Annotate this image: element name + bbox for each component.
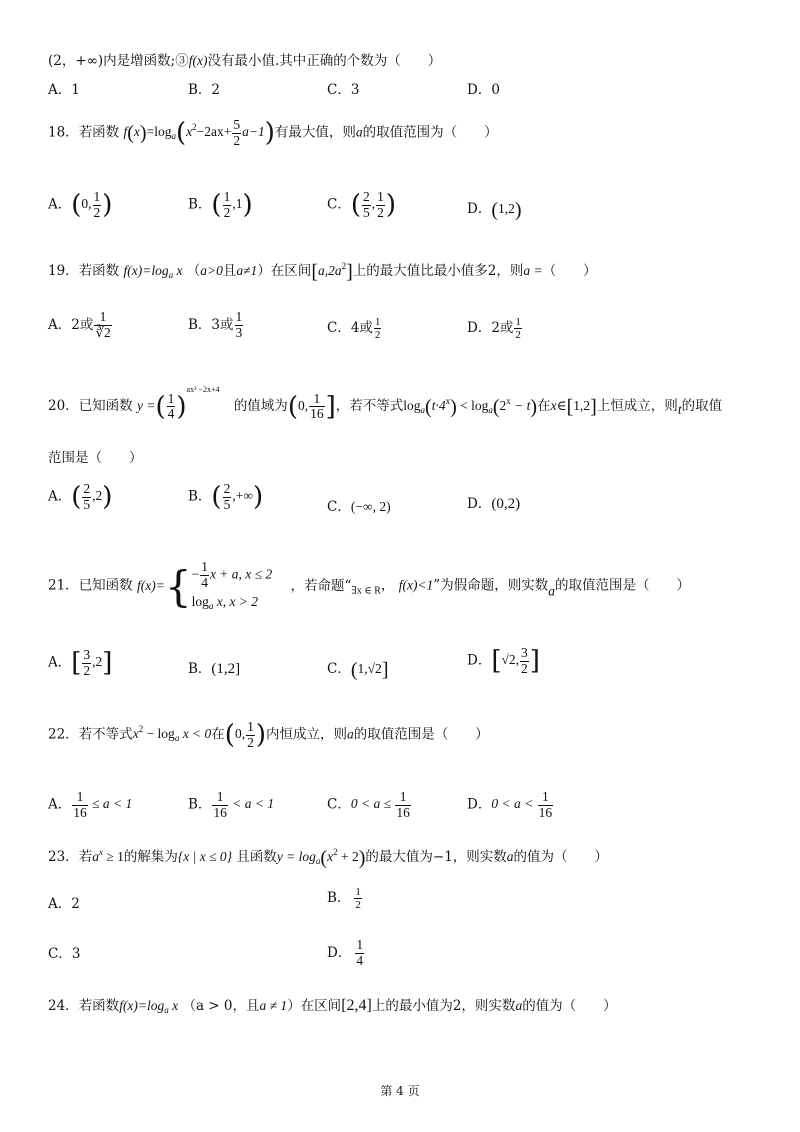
q24-func: f(x)=log [119, 998, 165, 1013]
q23-number: 23． [48, 849, 79, 866]
q19-cond: a>0 [200, 263, 223, 279]
q21-d-label: D． [467, 652, 492, 669]
q18-frac [232, 118, 241, 149]
q17-option-a: A．1 [48, 82, 80, 98]
q19-number: 19． [48, 263, 79, 280]
q17-text-1: (2，+∞)内是增函数;③ [48, 53, 189, 69]
q23-x: x [327, 849, 334, 865]
q21-text-3: ”为假命题，则实数 [433, 577, 549, 594]
q22-c-label: C． [327, 796, 351, 813]
q22-x: x [132, 726, 139, 742]
q22-number: 22． [48, 726, 79, 743]
q22-d-fd: 16 [538, 804, 553, 820]
q19-text-1: 若函数 [78, 263, 120, 280]
q18-var: a [355, 124, 363, 140]
q23-b-label: B． [327, 890, 351, 907]
q20-option-b: B．( $\frac{2}{5}$ ,+∞) [188, 481, 264, 513]
q23-set: {x | x ≤ 0} [177, 849, 233, 865]
q24-x: x [168, 998, 179, 1013]
q23-d-fn: 1 [356, 937, 364, 952]
q19-base: a [168, 270, 174, 281]
q18-d-label: D． [467, 201, 492, 218]
q21-number: 21． [48, 577, 79, 594]
q23-stem: 23．若$a^x \ge 1$的解集为{x | x ≤ 0} 且函数$y = \log_a(x^2 + 2)$的最大值为−1，则实数a的值为（ ） [48, 847, 609, 869]
q21-case1-fn: 1 [201, 559, 208, 574]
q24-interval: [2,4] [341, 997, 372, 1014]
q21-d-fd: 2 [521, 660, 528, 676]
q22-b-label: B． [188, 796, 212, 813]
q21-avar: a [548, 583, 555, 599]
q21-cases [192, 560, 273, 613]
q20-y: y = [136, 398, 156, 413]
q20-a-fd: 5 [83, 496, 91, 512]
q22-base: a [174, 733, 180, 744]
q21-a-fn: 3 [83, 647, 91, 662]
q19-d-fd: 2 [515, 329, 521, 342]
q17-fx: f(x) [188, 53, 208, 68]
q21-case2-base: a [208, 600, 214, 611]
q19-option-c [327, 316, 382, 341]
q20-r1: 0, [297, 398, 309, 413]
q18-d-expr: 1,2 [498, 201, 515, 217]
q17-text-2: 没有最小值.其中正确的个数为（ ） [207, 53, 442, 69]
q17-option-d: D．0 [467, 82, 500, 98]
q22-option-b [188, 790, 274, 821]
q20-log1: log [403, 398, 421, 413]
q19-c-fd: 2 [374, 329, 381, 342]
q20-text-1: 已知函数 [78, 398, 133, 414]
q23-sq: 2 [333, 847, 338, 858]
q20-tvar: t [677, 402, 682, 417]
q22-c-fn: 1 [395, 790, 411, 806]
q22-text-4: 的取值范围是（ ） [353, 726, 489, 743]
q18-b-text: ,1 [232, 196, 243, 212]
q22-id: 2 [247, 734, 254, 750]
q19-and: 且 [222, 263, 237, 280]
q22-log: − log [143, 726, 175, 742]
q20-rd: 16 [310, 406, 324, 422]
q24-text-3: 上的最小值为2，则实数 [371, 998, 516, 1014]
q23-text-5: 的值为（ ） [513, 849, 609, 866]
q21-exists: ∃x ∈ R [351, 585, 381, 597]
q20-rn: 1 [309, 392, 325, 408]
q21-option-c: C．(1,√2] [327, 659, 389, 681]
q21-option-a: A．[ $\frac{3}{2}$ ,2] [48, 647, 113, 679]
q21-case2-log: log [191, 593, 209, 609]
q23-base: a [315, 856, 321, 867]
q18-b-label: B． [188, 196, 212, 213]
q22-c-a: 0 < a ≤ [350, 796, 395, 812]
q22-a-fn: 1 [72, 790, 88, 806]
q19-a-eq: a = [523, 263, 543, 279]
q20-t4: t·4 [431, 398, 446, 413]
q20-text-6: 的取值 [681, 398, 723, 414]
q21-option-b [188, 662, 240, 677]
q24-text-1: 若函数 [78, 998, 120, 1014]
q19-b-fn: 1 [235, 309, 243, 324]
q24-number: 24． [48, 998, 79, 1014]
q23-option-b [327, 886, 363, 911]
q21-d-a: √2, [501, 652, 520, 668]
q20-text-2: 的值域为 [233, 398, 288, 414]
q22-a-label: A． [48, 796, 72, 813]
q19-a-fd: ∛2 [95, 324, 111, 340]
q22-stem: 22．若不等式$x^2 - \log_a x < 0$在(0, $\frac{1}{2}$ )内恒成立，则a的取值范围是（ ） [48, 719, 489, 751]
q23-avar: a [506, 849, 514, 865]
q24-stem [48, 998, 617, 1015]
q19-b-fd: 3 [235, 324, 243, 340]
q18-b-fn: 1 [223, 189, 231, 204]
q22-option-d [467, 790, 554, 821]
q18-c-f1n: 2 [363, 189, 370, 204]
q18-x: x [133, 124, 140, 140]
q20-fn: 1 [167, 390, 175, 406]
q20-b-fd: 5 [223, 496, 231, 512]
q21-a-label: A． [48, 654, 72, 671]
q21-c-label: C． [327, 661, 351, 678]
q20-c-label: C． [327, 499, 351, 515]
q18-option-b: B．( $\frac{1}{2}$ ,1) [188, 189, 253, 221]
q18-a-fn: 1 [93, 189, 101, 204]
q18-eq: =log [146, 124, 172, 140]
q20-xin: x∈ [550, 398, 567, 413]
q18-a-text: 0, [81, 196, 92, 212]
q20-sup1: x [445, 396, 451, 406]
q19-d-fn: 1 [515, 316, 521, 328]
q23-d-fd: 4 [356, 952, 364, 968]
q20-two: 2 [499, 398, 507, 413]
q19-option-d [467, 316, 523, 341]
q20-fd: 4 [167, 406, 175, 422]
q19-text-3: 上的最大值比最小值多2，则 [352, 263, 524, 280]
q22-option-c [327, 790, 412, 821]
q18-x2: x [186, 124, 193, 140]
q19-cond2: a≠1 [236, 263, 258, 279]
q23-b-fn: 1 [355, 886, 361, 898]
q19-text-5: （ ） [542, 263, 597, 280]
q17-option-c: C．3 [327, 82, 360, 98]
q20-text-3: ，若不等式 [335, 398, 404, 414]
q19-isq: 2 [341, 261, 347, 272]
q18-minus2ax: −2ax+ [196, 124, 232, 140]
q19-a-label: A．2或 [48, 316, 94, 333]
q18-c-label: C． [327, 196, 351, 213]
q22-d-a: 0 < a < [491, 796, 537, 812]
q20-option-a: A．( $\frac{2}{5}$ ,2) [48, 481, 113, 513]
q18-c-f2n: 1 [377, 189, 384, 204]
q18-option-d: D．(1,2) [467, 199, 522, 221]
q21-text-1: 已知函数 [78, 577, 133, 594]
q18-option-c: C．( $\frac{2}{5}$ , $\frac{1}{2}$ ) [327, 189, 397, 221]
q22-avar: a [346, 726, 354, 742]
q20-minus-t: − t [510, 398, 531, 413]
q24-cond: （a > 0，且 [182, 998, 260, 1014]
q18-text-2: 有最大值，则 [274, 124, 356, 141]
q22-a-fd: 16 [73, 804, 87, 820]
q24-base: a [164, 1005, 169, 1015]
q21-fx: f(x)= [136, 577, 165, 593]
q18-c-f2d: 2 [377, 204, 384, 220]
q19-func: f(x)=log [123, 263, 169, 279]
q20-stem-line2: 范围是（ ） [48, 450, 143, 466]
q21-c-a: 1,√2 [357, 661, 382, 677]
q21-d-fn: 3 [521, 645, 528, 660]
q24-text-4: 的值为（ ） [522, 998, 617, 1014]
q19-option-b [188, 310, 244, 341]
q20-a-b: ,2 [92, 488, 103, 504]
q23-text-4: 的最大值为−1，则实数 [365, 849, 507, 866]
q17-continuation [48, 54, 441, 69]
q20-sup2: x [506, 396, 511, 406]
q20-d-label: D． [467, 496, 492, 512]
q20-d-expr: (0,2) [491, 496, 521, 512]
q23-d-label: D． [327, 944, 352, 961]
q20-number: 20． [48, 398, 79, 414]
q18-sq: 2 [192, 122, 197, 133]
q20-option-d [467, 497, 520, 512]
q22-a-b: ≤ a < 1 [88, 796, 133, 812]
q23-func: y = log [276, 849, 316, 865]
q20-b-fn: 2 [223, 481, 231, 496]
q23-text-1: 若 [78, 849, 93, 866]
q22-tail: x < 0 [179, 726, 212, 742]
q19-d-label: D．2或 [467, 320, 514, 337]
q20-option-c [327, 500, 391, 515]
q22-b-b: < a < 1 [228, 796, 275, 812]
q19-c-label: C．4或 [327, 320, 373, 337]
q22-d-label: D． [467, 796, 492, 813]
q24-cond2: a ≠ 1 [259, 998, 288, 1013]
q19-c-fn: 1 [374, 316, 381, 328]
q17-option-b: B．2 [188, 82, 221, 98]
q21-a-fd: 2 [83, 662, 91, 678]
q19-x: x [173, 263, 183, 279]
q22-d-fn: 1 [538, 790, 554, 806]
q21-case1-fd: 4 [201, 574, 208, 590]
q20-log2: < log [456, 398, 489, 413]
q19-option-a [48, 310, 113, 341]
q21-stem: 21．已知函数 f(x)={ − $\frac{1}{4}$ x + a, x ≤ 2 $\log_a x$, x > 2 ，若命题“$_{\exists x \in R}$， f(x)<1”为假命题，则实数a的取值范围是（ ） [48, 560, 690, 613]
q19-b-label: B．3或 [188, 316, 234, 333]
q22-sq: 2 [138, 724, 144, 735]
q21-case2-post: x, x > 2 [213, 593, 259, 609]
q23-b-fd: 2 [355, 899, 361, 912]
q20-a-fn: 2 [83, 481, 91, 496]
q23-option-a: A．2 [48, 896, 80, 912]
page-footer: 第 4 页 [380, 1084, 420, 1098]
q19-interval: a,2a [317, 263, 342, 279]
q18-text-3: 的取值范围为（ ） [362, 124, 498, 141]
q18-f: f [123, 124, 128, 140]
q18-function: $f(x)=\log_a(x^2-2ax+$ $\frac{5}{2}$ a−1) [123, 117, 275, 149]
q18-tail: a−1 [242, 124, 265, 140]
q21-case1-pre: − [191, 566, 200, 582]
q22-text-2: 在 [211, 726, 225, 743]
q19-a-fn: 1 [94, 310, 111, 326]
q22-option-a [48, 790, 132, 821]
q18-frac-den: 2 [233, 132, 241, 148]
q21-fx2: f(x)<1 [398, 577, 434, 593]
q18-a-fd: 2 [93, 204, 101, 220]
q20-base2: a [488, 405, 493, 415]
q24-avar: a [515, 998, 523, 1013]
q18-stem [48, 118, 498, 149]
q18-frac-num: 5 [233, 117, 241, 132]
q20-c-expr: (−∞, 2) [350, 499, 391, 514]
q23-a: a [92, 849, 99, 865]
q21-case1-post: x + a, x ≤ 2 [209, 566, 273, 582]
q18-option-a: A．(0, $\frac{1}{2}$ ) [48, 189, 113, 221]
q22-text-1: 若不等式 [78, 726, 133, 743]
q20-b-b: ,+∞ [232, 488, 253, 504]
q20-text-5: 上恒成立，则 [596, 398, 678, 414]
q20-base1: a [420, 405, 426, 415]
q23-sup: x [98, 847, 103, 858]
q22-b-fd: 16 [213, 804, 227, 820]
q20-exponent: ax² −2x+4 [186, 385, 220, 394]
q18-c-f1d: 5 [363, 204, 370, 220]
q24-text-2: ）在区间 [287, 998, 342, 1014]
q21-text-4: 的取值范围是（ ） [554, 577, 690, 594]
q20-stem: 20．已知函数 y =( $\frac{1}{4}$ )$^{ax^2 -2x+4}$ 的值域为(0, $\frac{1}{16}$ ]，若不等式$\log_a(t\cdot 4^x) < \log_a(2^x - t)$在x∈[1,2]上恒成立，则t的取值 [48, 385, 723, 422]
q23-text-3: 且函数 [236, 849, 277, 866]
q23-option-d [327, 938, 365, 969]
q22-b-fn: 1 [212, 790, 228, 806]
q19-stem: 19．若函数 $f(x)=\log_a$ x （a>0且a≠1）在区间$[a,2a^2]$上的最大值比最小值多2，则a =（ ） [48, 261, 597, 283]
q18-a-label: A． [48, 196, 72, 213]
q21-comma: ， [380, 577, 395, 594]
q23-ge1: ≥ 1 [102, 849, 124, 865]
q23-option-c: C．3 [48, 946, 81, 962]
q20-xi: 1,2 [573, 398, 591, 413]
q23-plus2: + 2 [337, 849, 359, 865]
q18-b-fd: 2 [223, 204, 231, 220]
q20-a-label: A． [48, 488, 72, 505]
q20-b-label: B． [188, 488, 212, 505]
q21-option-d: D．[√2, $\frac{3}{2}$ ] [467, 645, 540, 677]
q18-number: 18． [48, 124, 79, 141]
q22-c-fd: 16 [396, 804, 410, 820]
q19-text-2: ）在区间 [257, 263, 312, 280]
q21-text-2: ，若命题“ [290, 577, 352, 594]
q22-in: 1 [247, 719, 254, 734]
q21-a-b: ,2 [92, 654, 103, 670]
q22-i1: 0, [234, 726, 246, 742]
q21-b-expr: (1,2] [211, 661, 241, 677]
q20-text-4: 在 [537, 398, 551, 414]
q21-b-label: B． [188, 661, 212, 677]
q22-text-3: 内恒成立，则 [265, 726, 347, 743]
q18-text-1: 若函数 [78, 124, 120, 141]
q18-base: a [171, 131, 176, 142]
q23-text-2: 的解集为 [123, 849, 178, 866]
